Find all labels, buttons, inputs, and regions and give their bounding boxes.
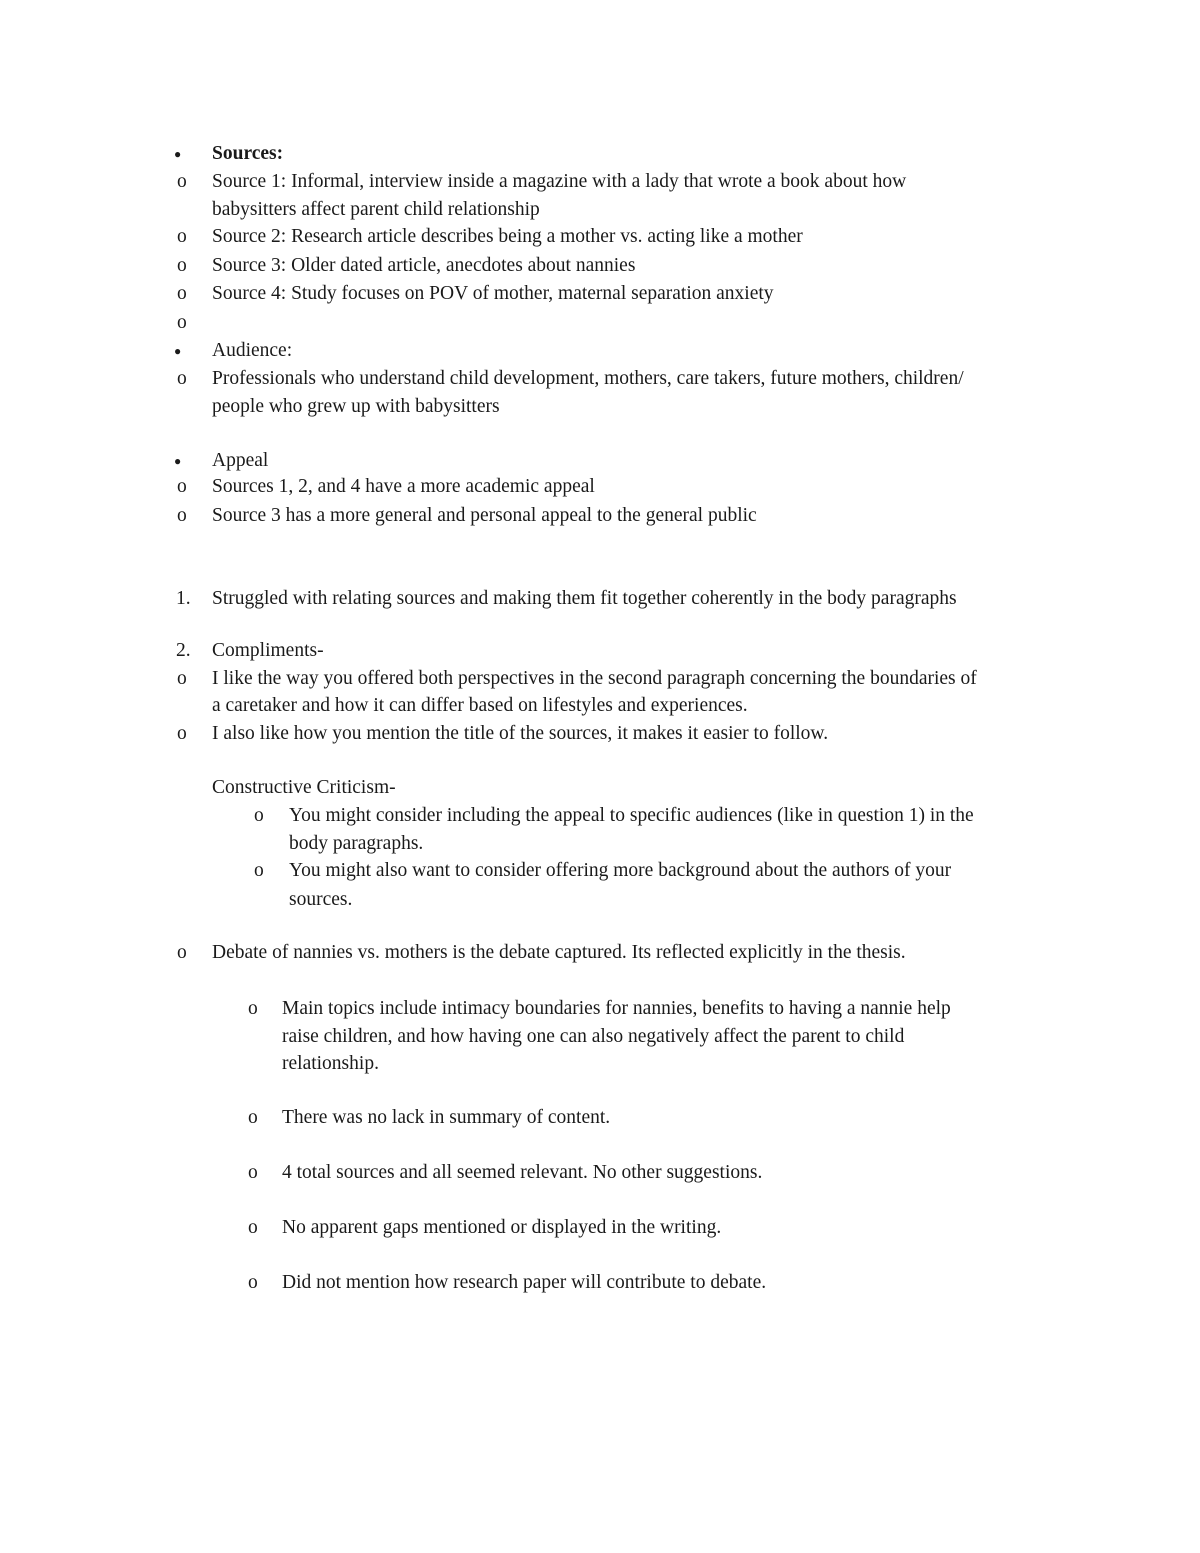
circle-bullet: o	[177, 226, 187, 247]
circle-bullet: o	[177, 171, 187, 192]
circle-bullet: o	[177, 505, 187, 526]
criticism-1-line-2: body paragraphs.	[289, 833, 424, 854]
circle-bullet: o	[248, 1107, 258, 1128]
numbered-item-1: Struggled with relating sources and making them fit together coherently in the body paragraphs	[212, 588, 957, 609]
source-1-line-2: babysitters affect parent child relationship	[212, 199, 540, 220]
source-3: Source 3: Older dated article, anecdotes about nannies	[212, 255, 636, 276]
number-marker: 2.	[176, 640, 191, 661]
appeal-item-1: Sources 1, 2, and 4 have a more academic appeal	[212, 476, 595, 497]
circle-bullet: o	[254, 805, 264, 826]
numbered-item-2: Compliments-	[212, 640, 324, 661]
circle-bullet: o	[248, 1217, 258, 1238]
compliment-1-line-1: I like the way you offered both perspectives in the second paragraph concerning the boundaries of	[212, 668, 977, 689]
circle-bullet: o	[177, 668, 187, 689]
circle-bullet: o	[177, 283, 187, 304]
disc-bullet: ●	[174, 147, 182, 161]
source-2: Source 2: Research article describes being a mother vs. acting like a mother	[212, 226, 803, 247]
number-marker: 1.	[176, 588, 191, 609]
criticism-2-line-1: You might also want to consider offering more background about the authors of your	[289, 860, 952, 881]
audience-line-2: people who grew up with babysitters	[212, 396, 500, 417]
debate-item-4: No apparent gaps mentioned or displayed in the writing.	[282, 1217, 722, 1238]
disc-bullet: ●	[174, 344, 182, 358]
debate-text: Debate of nannies vs. mothers is the debate captured. Its reflected explicitly in the thesis.	[212, 942, 906, 963]
debate-item-3: 4 total sources and all seemed relevant. No other suggestions.	[282, 1162, 763, 1183]
criticism-heading: Constructive Criticism-	[212, 777, 396, 798]
disc-bullet: ●	[174, 454, 182, 468]
appeal-item-2: Source 3 has a more general and personal appeal to the general public	[212, 505, 757, 526]
debate-item-2: There was no lack in summary of content.	[282, 1107, 611, 1128]
appeal-heading: Appeal	[212, 450, 269, 471]
criticism-1-line-1: You might consider including the appeal to specific audiences (like in question 1) in the	[289, 805, 974, 826]
circle-bullet: o	[177, 942, 187, 963]
source-1-line-1: Source 1: Informal, interview inside a magazine with a lady that wrote a book about how	[212, 171, 907, 192]
circle-bullet: o	[248, 1162, 258, 1183]
debate-item-1-line-3: relationship.	[282, 1053, 379, 1074]
sources-heading: Sources:	[212, 143, 284, 164]
criticism-2-line-2: sources.	[289, 889, 353, 910]
debate-item-1-line-1: Main topics include intimacy boundaries for nannies, benefits to having a nannie help	[282, 998, 951, 1019]
debate-item-1-line-2: raise children, and how having one can also negatively affect the parent to child	[282, 1026, 905, 1047]
circle-bullet: o	[177, 312, 187, 333]
source-4: Source 4: Study focuses on POV of mother, maternal separation anxiety	[212, 283, 774, 304]
circle-bullet: o	[248, 998, 258, 1019]
circle-bullet: o	[177, 255, 187, 276]
debate-item-5: Did not mention how research paper will contribute to debate.	[282, 1272, 767, 1293]
compliment-1-line-2: a caretaker and how it can differ based on lifestyles and experiences.	[212, 695, 748, 716]
audience-line-1: Professionals who understand child development, mothers, care takers, future mothers, children/	[212, 368, 964, 389]
circle-bullet: o	[177, 476, 187, 497]
compliment-2: I also like how you mention the title of the sources, it makes it easier to follow.	[212, 723, 829, 744]
circle-bullet: o	[248, 1272, 258, 1293]
circle-bullet: o	[177, 368, 187, 389]
circle-bullet: o	[254, 860, 264, 881]
audience-heading: Audience:	[212, 340, 293, 361]
circle-bullet: o	[177, 723, 187, 744]
